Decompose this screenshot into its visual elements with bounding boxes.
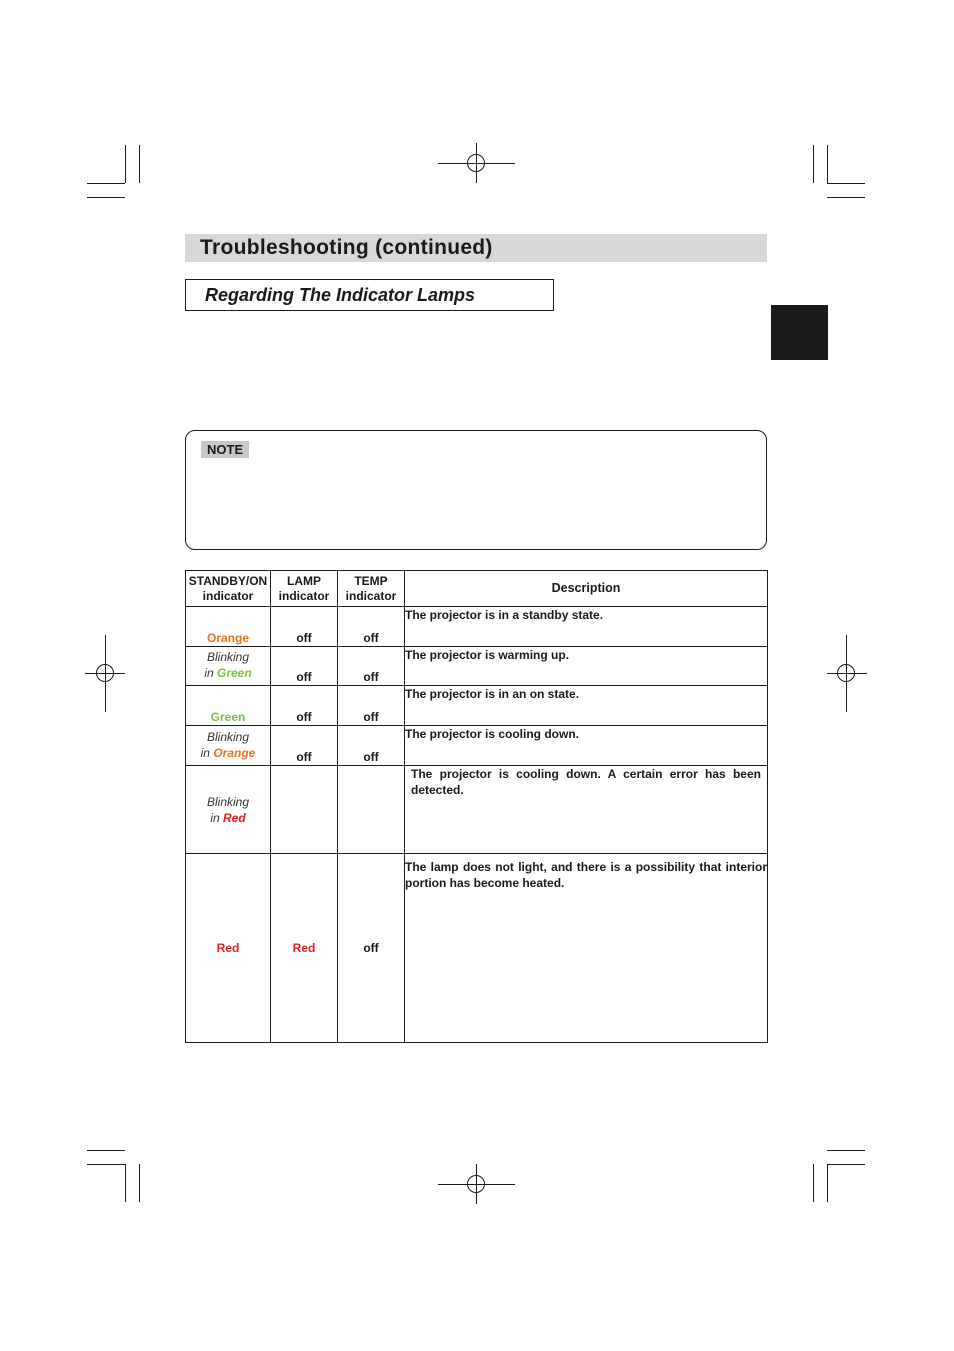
standby-color: Green — [217, 666, 252, 680]
table-header-row — [186, 571, 768, 607]
section-heading: Regarding The Indicator Lamps — [205, 285, 476, 305]
header-standby-line2: indicator — [202, 588, 254, 603]
table-row — [186, 607, 768, 647]
standby-cell — [186, 766, 271, 854]
header-description: Description — [405, 571, 768, 607]
standby-blinking: Blinking — [206, 794, 250, 809]
table-row — [186, 766, 768, 854]
description-cell: The projector is in an on state. — [405, 686, 768, 726]
description-cell: The projector is warming up. — [405, 647, 768, 686]
standby-blinking: Blinking — [206, 730, 250, 744]
table-row — [186, 854, 768, 1043]
lamp-cell: off — [271, 686, 338, 726]
note-label: NOTE — [201, 441, 249, 458]
header-lamp — [271, 571, 338, 607]
standby-in: in — [210, 810, 220, 825]
lamp-cell: off — [271, 607, 338, 647]
section-heading-box — [185, 279, 554, 311]
lamp-cell: off — [271, 726, 338, 766]
standby-blinking: Blinking — [206, 650, 250, 664]
standby-cell — [186, 726, 271, 766]
header-standby-line1: STANDBY/ON — [188, 573, 268, 588]
header-temp — [338, 571, 405, 607]
standby-cell — [186, 607, 271, 647]
standby-color: Orange — [206, 631, 249, 645]
standby-in: in — [200, 746, 210, 760]
standby-color: Red — [216, 941, 240, 955]
table-row — [186, 686, 768, 726]
header-standby — [186, 571, 271, 607]
description-cell: The lamp does not light, and there is a possibility that interior portion has become heated. — [405, 854, 768, 1043]
description-cell: The projector is cooling down. A certain error has been detected. — [405, 766, 768, 854]
note-box — [185, 430, 767, 550]
lamp-cell — [271, 766, 338, 854]
language-tab-block — [771, 305, 828, 360]
standby-color: Red — [223, 810, 246, 825]
description-cell: The projector is in a standby state. — [405, 607, 768, 647]
description-cell: The projector is cooling down. — [405, 726, 768, 766]
indicator-table — [185, 570, 768, 1043]
standby-color: Orange — [213, 746, 256, 760]
header-temp-line1: TEMP — [354, 573, 388, 588]
header-temp-line2: indicator — [345, 588, 397, 603]
standby-cell — [186, 686, 271, 726]
table-row — [186, 726, 768, 766]
header-lamp-line1: LAMP — [287, 573, 321, 588]
temp-cell — [338, 766, 405, 854]
temp-cell: off — [338, 726, 405, 766]
standby-cell — [186, 647, 271, 686]
temp-cell: off — [338, 647, 405, 686]
lamp-cell: Red — [271, 854, 338, 1043]
page-title-bar — [185, 234, 767, 262]
temp-cell: off — [338, 607, 405, 647]
header-lamp-line2: indicator — [278, 588, 330, 603]
table-row — [186, 647, 768, 686]
standby-in: in — [204, 666, 214, 680]
standby-color: Green — [210, 710, 246, 724]
page-title: Troubleshooting (continued) — [200, 236, 493, 259]
standby-cell — [186, 854, 271, 1043]
temp-cell: off — [338, 854, 405, 1043]
lamp-cell: off — [271, 647, 338, 686]
temp-cell: off — [338, 686, 405, 726]
